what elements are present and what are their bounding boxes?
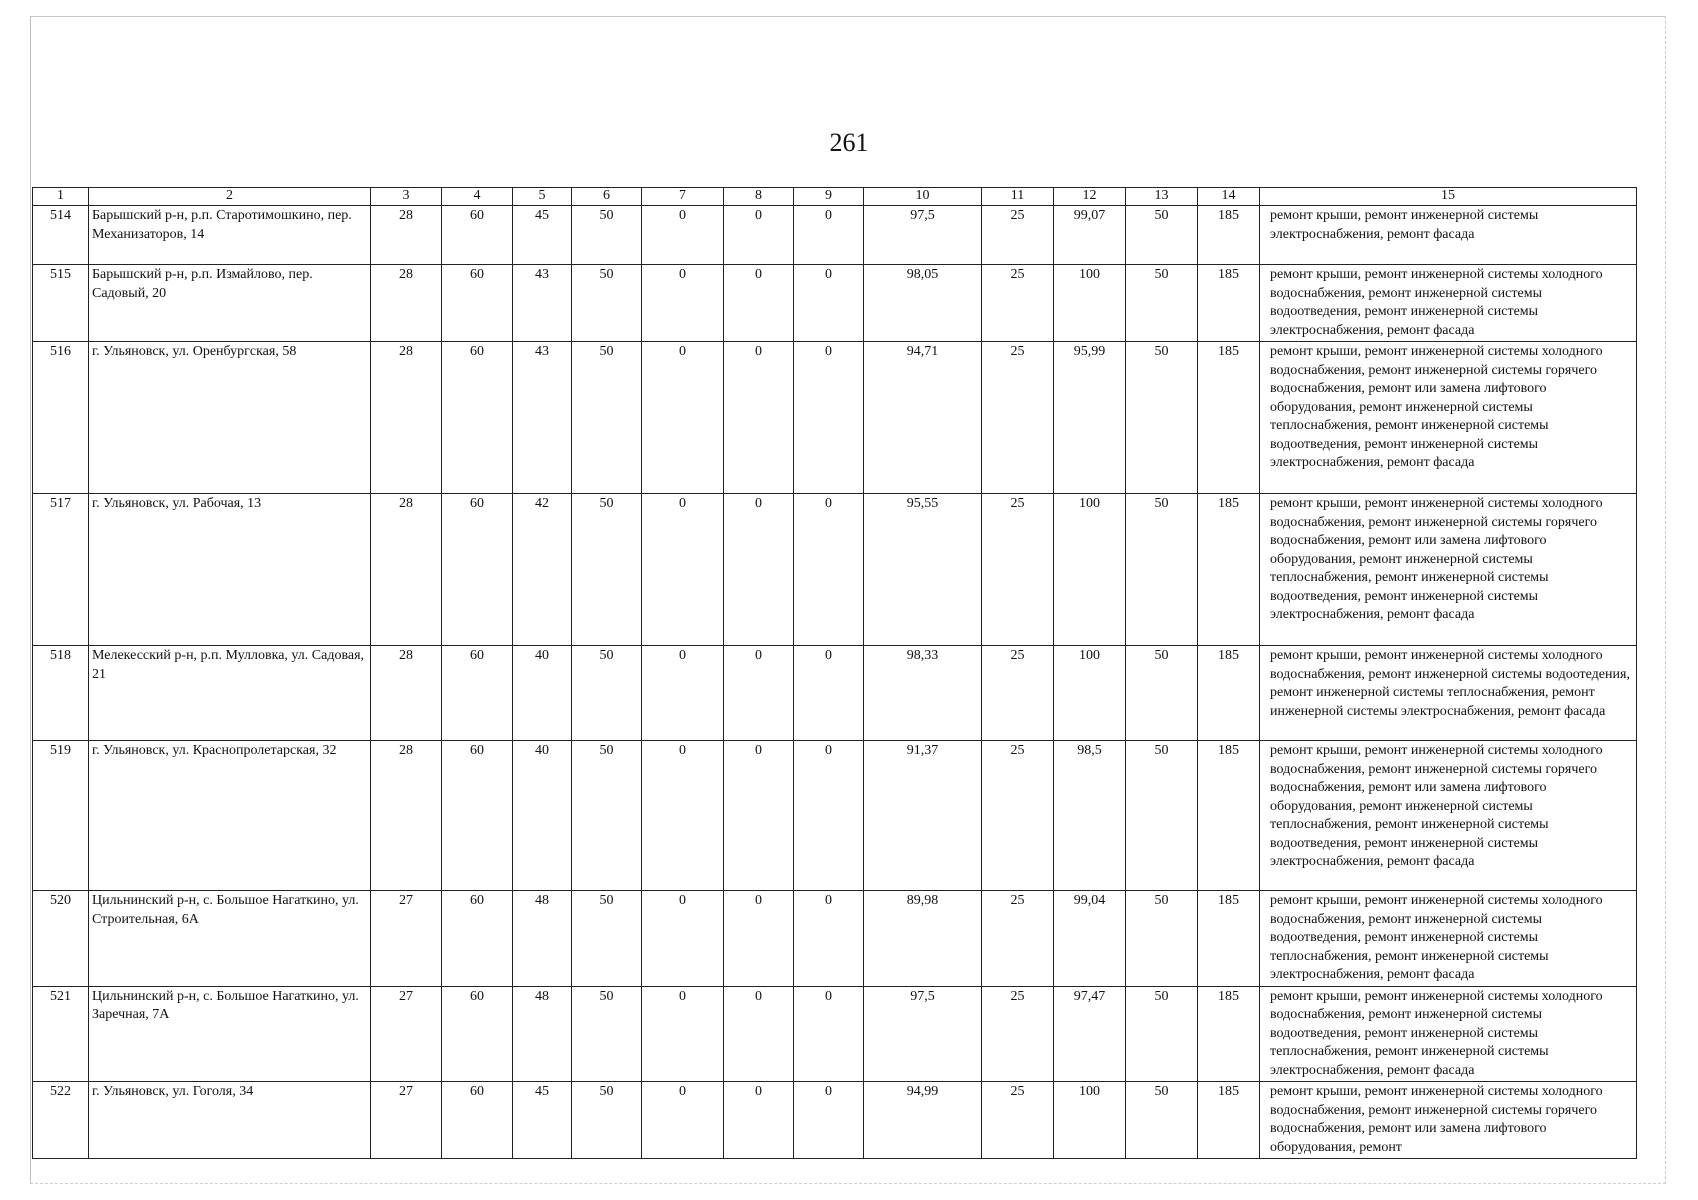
column-header: 3	[371, 188, 442, 206]
value-cell: 0	[724, 741, 794, 891]
value-cell: 50	[1126, 494, 1198, 646]
value-cell: 0	[724, 342, 794, 494]
row-number: 516	[33, 342, 89, 494]
address-cell: Цильнинский р-н, с. Большое Нагаткино, ул. Заречная, 7А	[89, 986, 371, 1082]
value-cell: 50	[572, 741, 642, 891]
works-cell: ремонт крыши, ремонт инженерной системы холодного водоснабжения, ремонт инженерной системы горячего водоснабжения, ремонт или замена лифтового оборудования, ремонт инженерной системы теплоснабжения, ремонт инженерной системы водоотведения, ремонт инженерной системы электроснабжения, ремонт фасада	[1260, 494, 1637, 646]
table-row	[33, 1082, 1637, 1159]
repair-program-table	[32, 187, 1637, 1159]
column-header: 13	[1126, 188, 1198, 206]
value-cell: 0	[724, 265, 794, 342]
row-number: 519	[33, 741, 89, 891]
value-cell: 185	[1198, 206, 1260, 265]
address-cell: Цильнинский р-н, с. Большое Нагаткино, ул. Строительная, 6А	[89, 891, 371, 987]
address-cell: г. Ульяновск, ул. Краснопролетарская, 32	[89, 741, 371, 891]
column-header: 5	[513, 188, 572, 206]
address-cell: Барышский р-н, р.п. Измайлово, пер. Садовый, 20	[89, 265, 371, 342]
value-cell: 100	[1054, 1082, 1126, 1159]
value-cell: 100	[1054, 265, 1126, 342]
table-row	[33, 891, 1637, 987]
address-cell: Барышский р-н, р.п. Старотимошкино, пер. Механизаторов, 14	[89, 206, 371, 265]
value-cell: 28	[371, 494, 442, 646]
value-cell: 27	[371, 986, 442, 1082]
value-cell: 28	[371, 646, 442, 741]
address-cell: Мелекесский р-н, р.п. Мулловка, ул. Садовая, 21	[89, 646, 371, 741]
column-header: 6	[572, 188, 642, 206]
column-header: 11	[982, 188, 1054, 206]
value-cell: 185	[1198, 741, 1260, 891]
value-cell: 28	[371, 342, 442, 494]
value-cell: 40	[513, 646, 572, 741]
value-cell: 185	[1198, 342, 1260, 494]
value-cell: 50	[1126, 646, 1198, 741]
value-cell: 97,5	[864, 206, 982, 265]
value-cell: 0	[642, 891, 724, 987]
value-cell: 50	[572, 494, 642, 646]
value-cell: 185	[1198, 265, 1260, 342]
table-row	[33, 206, 1637, 265]
row-number: 522	[33, 1082, 89, 1159]
value-cell: 60	[442, 741, 513, 891]
value-cell: 0	[794, 265, 864, 342]
value-cell: 60	[442, 206, 513, 265]
value-cell: 98,33	[864, 646, 982, 741]
value-cell: 27	[371, 891, 442, 987]
row-number: 517	[33, 494, 89, 646]
value-cell: 60	[442, 1082, 513, 1159]
value-cell: 0	[794, 206, 864, 265]
value-cell: 50	[572, 891, 642, 987]
value-cell: 91,37	[864, 741, 982, 891]
value-cell: 42	[513, 494, 572, 646]
table-row	[33, 265, 1637, 342]
value-cell: 0	[794, 1082, 864, 1159]
value-cell: 98,5	[1054, 741, 1126, 891]
value-cell: 0	[794, 741, 864, 891]
column-number-row	[33, 188, 1637, 206]
row-number: 521	[33, 986, 89, 1082]
value-cell: 0	[642, 342, 724, 494]
column-header: 9	[794, 188, 864, 206]
value-cell: 98,05	[864, 265, 982, 342]
works-cell: ремонт крыши, ремонт инженерной системы холодного водоснабжения, ремонт инженерной системы горячего водоснабжения, ремонт или замена лифтового оборудования, ремонт инженерной системы теплоснабжения, ремонт инженерной системы водоотведения, ремонт инженерной системы электроснабжения, ремонт фасада	[1260, 342, 1637, 494]
value-cell: 99,07	[1054, 206, 1126, 265]
value-cell: 0	[642, 1082, 724, 1159]
value-cell: 0	[724, 494, 794, 646]
value-cell: 0	[642, 265, 724, 342]
value-cell: 0	[724, 206, 794, 265]
value-cell: 185	[1198, 494, 1260, 646]
value-cell: 0	[724, 646, 794, 741]
table-row	[33, 986, 1637, 1082]
value-cell: 185	[1198, 646, 1260, 741]
column-header: 15	[1260, 188, 1637, 206]
works-cell: ремонт крыши, ремонт инженерной системы холодного водоснабжения, ремонт инженерной системы водоотведения, ремонт инженерной системы электроснабжения, ремонт фасада	[1260, 265, 1637, 342]
value-cell: 60	[442, 265, 513, 342]
value-cell: 50	[1126, 206, 1198, 265]
page-number: 261	[829, 128, 869, 157]
value-cell: 99,04	[1054, 891, 1126, 987]
value-cell: 94,99	[864, 1082, 982, 1159]
value-cell: 0	[642, 494, 724, 646]
value-cell: 25	[982, 1082, 1054, 1159]
column-header: 2	[89, 188, 371, 206]
row-number: 520	[33, 891, 89, 987]
value-cell: 50	[1126, 741, 1198, 891]
value-cell: 50	[1126, 1082, 1198, 1159]
column-header: 12	[1054, 188, 1126, 206]
table-row	[33, 342, 1637, 494]
value-cell: 50	[1126, 986, 1198, 1082]
value-cell: 50	[572, 646, 642, 741]
value-cell: 0	[794, 891, 864, 987]
column-header: 7	[642, 188, 724, 206]
value-cell: 0	[794, 646, 864, 741]
value-cell: 28	[371, 265, 442, 342]
value-cell: 89,98	[864, 891, 982, 987]
works-cell: ремонт крыши, ремонт инженерной системы холодного водоснабжения, ремонт инженерной системы водоотведения, ремонт инженерной системы теплоснабжения, ремонт инженерной системы электроснабжения, ремонт фасада	[1260, 986, 1637, 1082]
row-number: 518	[33, 646, 89, 741]
value-cell: 27	[371, 1082, 442, 1159]
value-cell: 95,99	[1054, 342, 1126, 494]
value-cell: 0	[724, 986, 794, 1082]
value-cell: 43	[513, 342, 572, 494]
value-cell: 43	[513, 265, 572, 342]
value-cell: 97,5	[864, 986, 982, 1082]
row-number: 514	[33, 206, 89, 265]
value-cell: 50	[1126, 891, 1198, 987]
column-header: 4	[442, 188, 513, 206]
value-cell: 48	[513, 891, 572, 987]
works-cell: ремонт крыши, ремонт инженерной системы электроснабжения, ремонт фасада	[1260, 206, 1637, 265]
value-cell: 48	[513, 986, 572, 1082]
address-cell: г. Ульяновск, ул. Гоголя, 34	[89, 1082, 371, 1159]
value-cell: 97,47	[1054, 986, 1126, 1082]
value-cell: 60	[442, 494, 513, 646]
value-cell: 50	[572, 1082, 642, 1159]
value-cell: 0	[724, 891, 794, 987]
value-cell: 60	[442, 891, 513, 987]
value-cell: 185	[1198, 1082, 1260, 1159]
value-cell: 185	[1198, 891, 1260, 987]
value-cell: 0	[794, 342, 864, 494]
value-cell: 60	[442, 986, 513, 1082]
value-cell: 25	[982, 891, 1054, 987]
column-header: 8	[724, 188, 794, 206]
value-cell: 25	[982, 206, 1054, 265]
value-cell: 28	[371, 741, 442, 891]
value-cell: 0	[794, 986, 864, 1082]
value-cell: 25	[982, 986, 1054, 1082]
value-cell: 100	[1054, 494, 1126, 646]
value-cell: 95,55	[864, 494, 982, 646]
value-cell: 45	[513, 206, 572, 265]
value-cell: 0	[642, 206, 724, 265]
value-cell: 0	[642, 646, 724, 741]
value-cell: 25	[982, 646, 1054, 741]
works-cell: ремонт крыши, ремонт инженерной системы холодного водоснабжения, ремонт инженерной системы водоотведения, ремонт инженерной системы теплоснабжения, ремонт инженерной системы электроснабжения, ремонт фасада	[1260, 891, 1637, 987]
value-cell: 0	[642, 986, 724, 1082]
value-cell: 50	[1126, 342, 1198, 494]
table-row	[33, 646, 1637, 741]
value-cell: 50	[1126, 265, 1198, 342]
value-cell: 40	[513, 741, 572, 891]
value-cell: 94,71	[864, 342, 982, 494]
table-row	[33, 494, 1637, 646]
column-header: 14	[1198, 188, 1260, 206]
value-cell: 50	[572, 265, 642, 342]
value-cell: 60	[442, 342, 513, 494]
value-cell: 60	[442, 646, 513, 741]
value-cell: 100	[1054, 646, 1126, 741]
value-cell: 25	[982, 741, 1054, 891]
works-cell: ремонт крыши, ремонт инженерной системы холодного водоснабжения, ремонт инженерной системы горячего водоснабжения, ремонт или замена лифтового оборудования, ремонт	[1260, 1082, 1637, 1159]
value-cell: 0	[642, 741, 724, 891]
column-header: 10	[864, 188, 982, 206]
address-cell: г. Ульяновск, ул. Рабочая, 13	[89, 494, 371, 646]
value-cell: 50	[572, 342, 642, 494]
address-cell: г. Ульяновск, ул. Оренбургская, 58	[89, 342, 371, 494]
works-cell: ремонт крыши, ремонт инженерной системы холодного водоснабжения, ремонт инженерной системы горячего водоснабжения, ремонт или замена лифтового оборудования, ремонт инженерной системы теплоснабжения, ремонт инженерной системы водоотведения, ремонт инженерной системы электроснабжения, ремонт фасада	[1260, 741, 1637, 891]
value-cell: 45	[513, 1082, 572, 1159]
value-cell: 185	[1198, 986, 1260, 1082]
value-cell: 0	[794, 494, 864, 646]
value-cell: 25	[982, 342, 1054, 494]
value-cell: 50	[572, 986, 642, 1082]
works-cell: ремонт крыши, ремонт инженерной системы холодного водоснабжения, ремонт инженерной системы водоотедения, ремонт инженерной системы теплоснабжения, ремонт инженерной системы электроснабжения, ремонт фасада	[1260, 646, 1637, 741]
value-cell: 50	[572, 206, 642, 265]
row-number: 515	[33, 265, 89, 342]
column-header: 1	[33, 188, 89, 206]
value-cell: 25	[982, 265, 1054, 342]
value-cell: 28	[371, 206, 442, 265]
value-cell: 25	[982, 494, 1054, 646]
table-row	[33, 741, 1637, 891]
value-cell: 0	[724, 1082, 794, 1159]
